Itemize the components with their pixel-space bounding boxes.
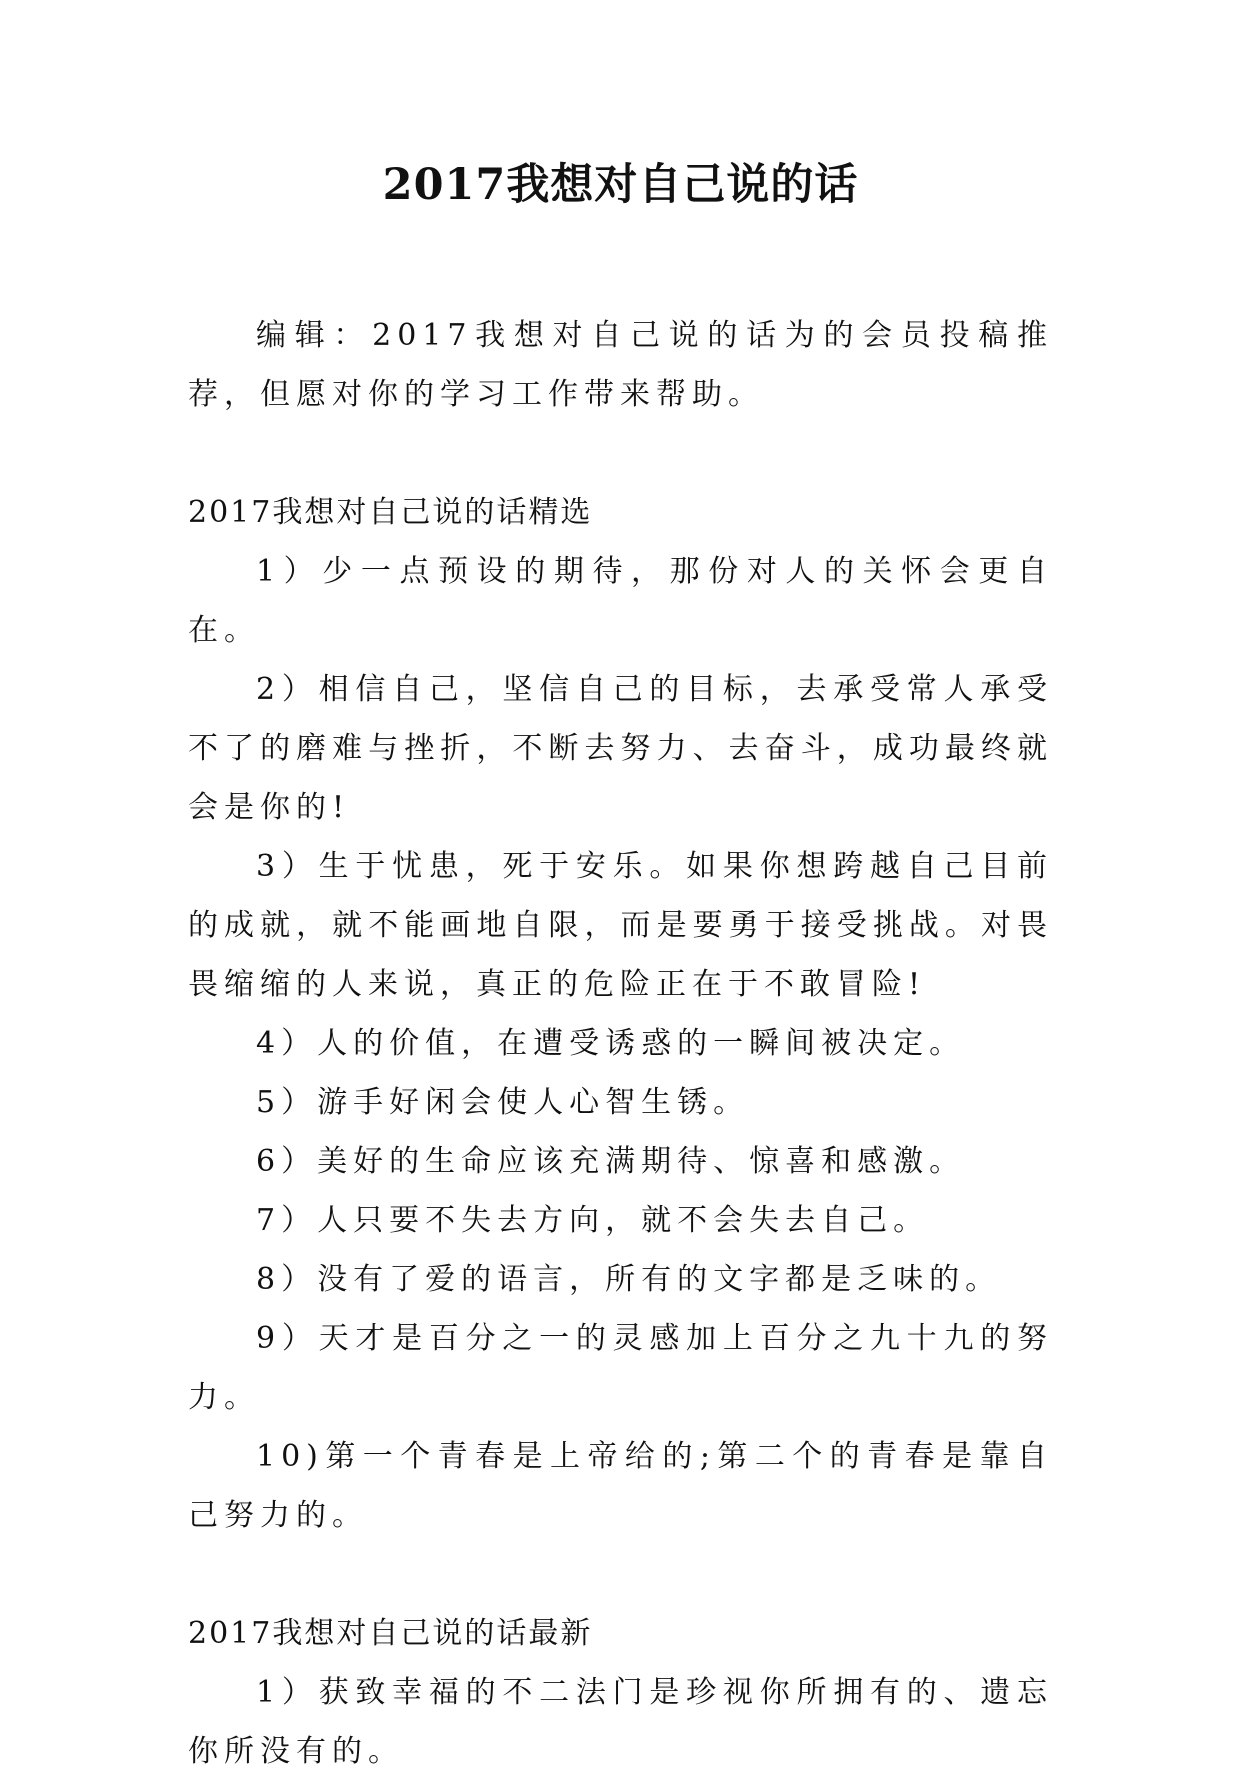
list-item: 1）少一点预设的期待，那份对人的关怀会更自在。 — [188, 554, 1053, 648]
section-gap — [188, 424, 1053, 483]
section-selected — [188, 483, 1053, 1545]
list-item: 4）人的价值，在遭受诱惑的一瞬间被决定。 — [256, 1026, 966, 1061]
list-item: 9）天才是百分之一的灵感加上百分之九十九的努力。 — [188, 1321, 1053, 1415]
document-title: 2017我想对自己说的话 — [382, 160, 859, 210]
section-heading: 2017我想对自己说的话精选 — [188, 495, 593, 530]
list-item: 6）美好的生命应该充满期待、惊喜和感激。 — [256, 1144, 966, 1179]
section-heading: 2017我想对自己说的话最新 — [188, 1616, 593, 1651]
list-item: 1）获致幸福的不二法门是珍视你所拥有的、遗忘你所没有的。 — [188, 1675, 1053, 1769]
list-item: 3）生于忧患，死于安乐。如果你想跨越自己目前的成就，就不能画地自限，而是要勇于接受挑战。对畏畏缩缩的人来说，真正的危险正在于不敢冒险! — [188, 849, 1053, 1002]
list-item: 7）人只要不失去方向，就不会失去自己。 — [256, 1203, 930, 1238]
section-gap — [188, 1545, 1053, 1604]
document-body — [188, 306, 1053, 1781]
section-latest — [188, 1604, 1053, 1781]
list-item: 5）游手好闲会使人心智生锈。 — [256, 1085, 750, 1120]
list-item: 10)第一个青春是上帝给的;第二个的青春是靠自己努力的。 — [188, 1439, 1053, 1533]
intro-paragraph: 编辑：2017我想对自己说的话为的会员投稿推荐，但愿对你的学习工作带来帮助。 — [188, 318, 1053, 412]
list-item: 8）没有了爱的语言，所有的文字都是乏味的。 — [256, 1262, 1002, 1297]
list-item: 2）相信自己，坚信自己的目标，去承受常人承受不了的磨难与挫折，不断去努力、去奋斗，成功最终就会是你的! — [188, 672, 1053, 825]
